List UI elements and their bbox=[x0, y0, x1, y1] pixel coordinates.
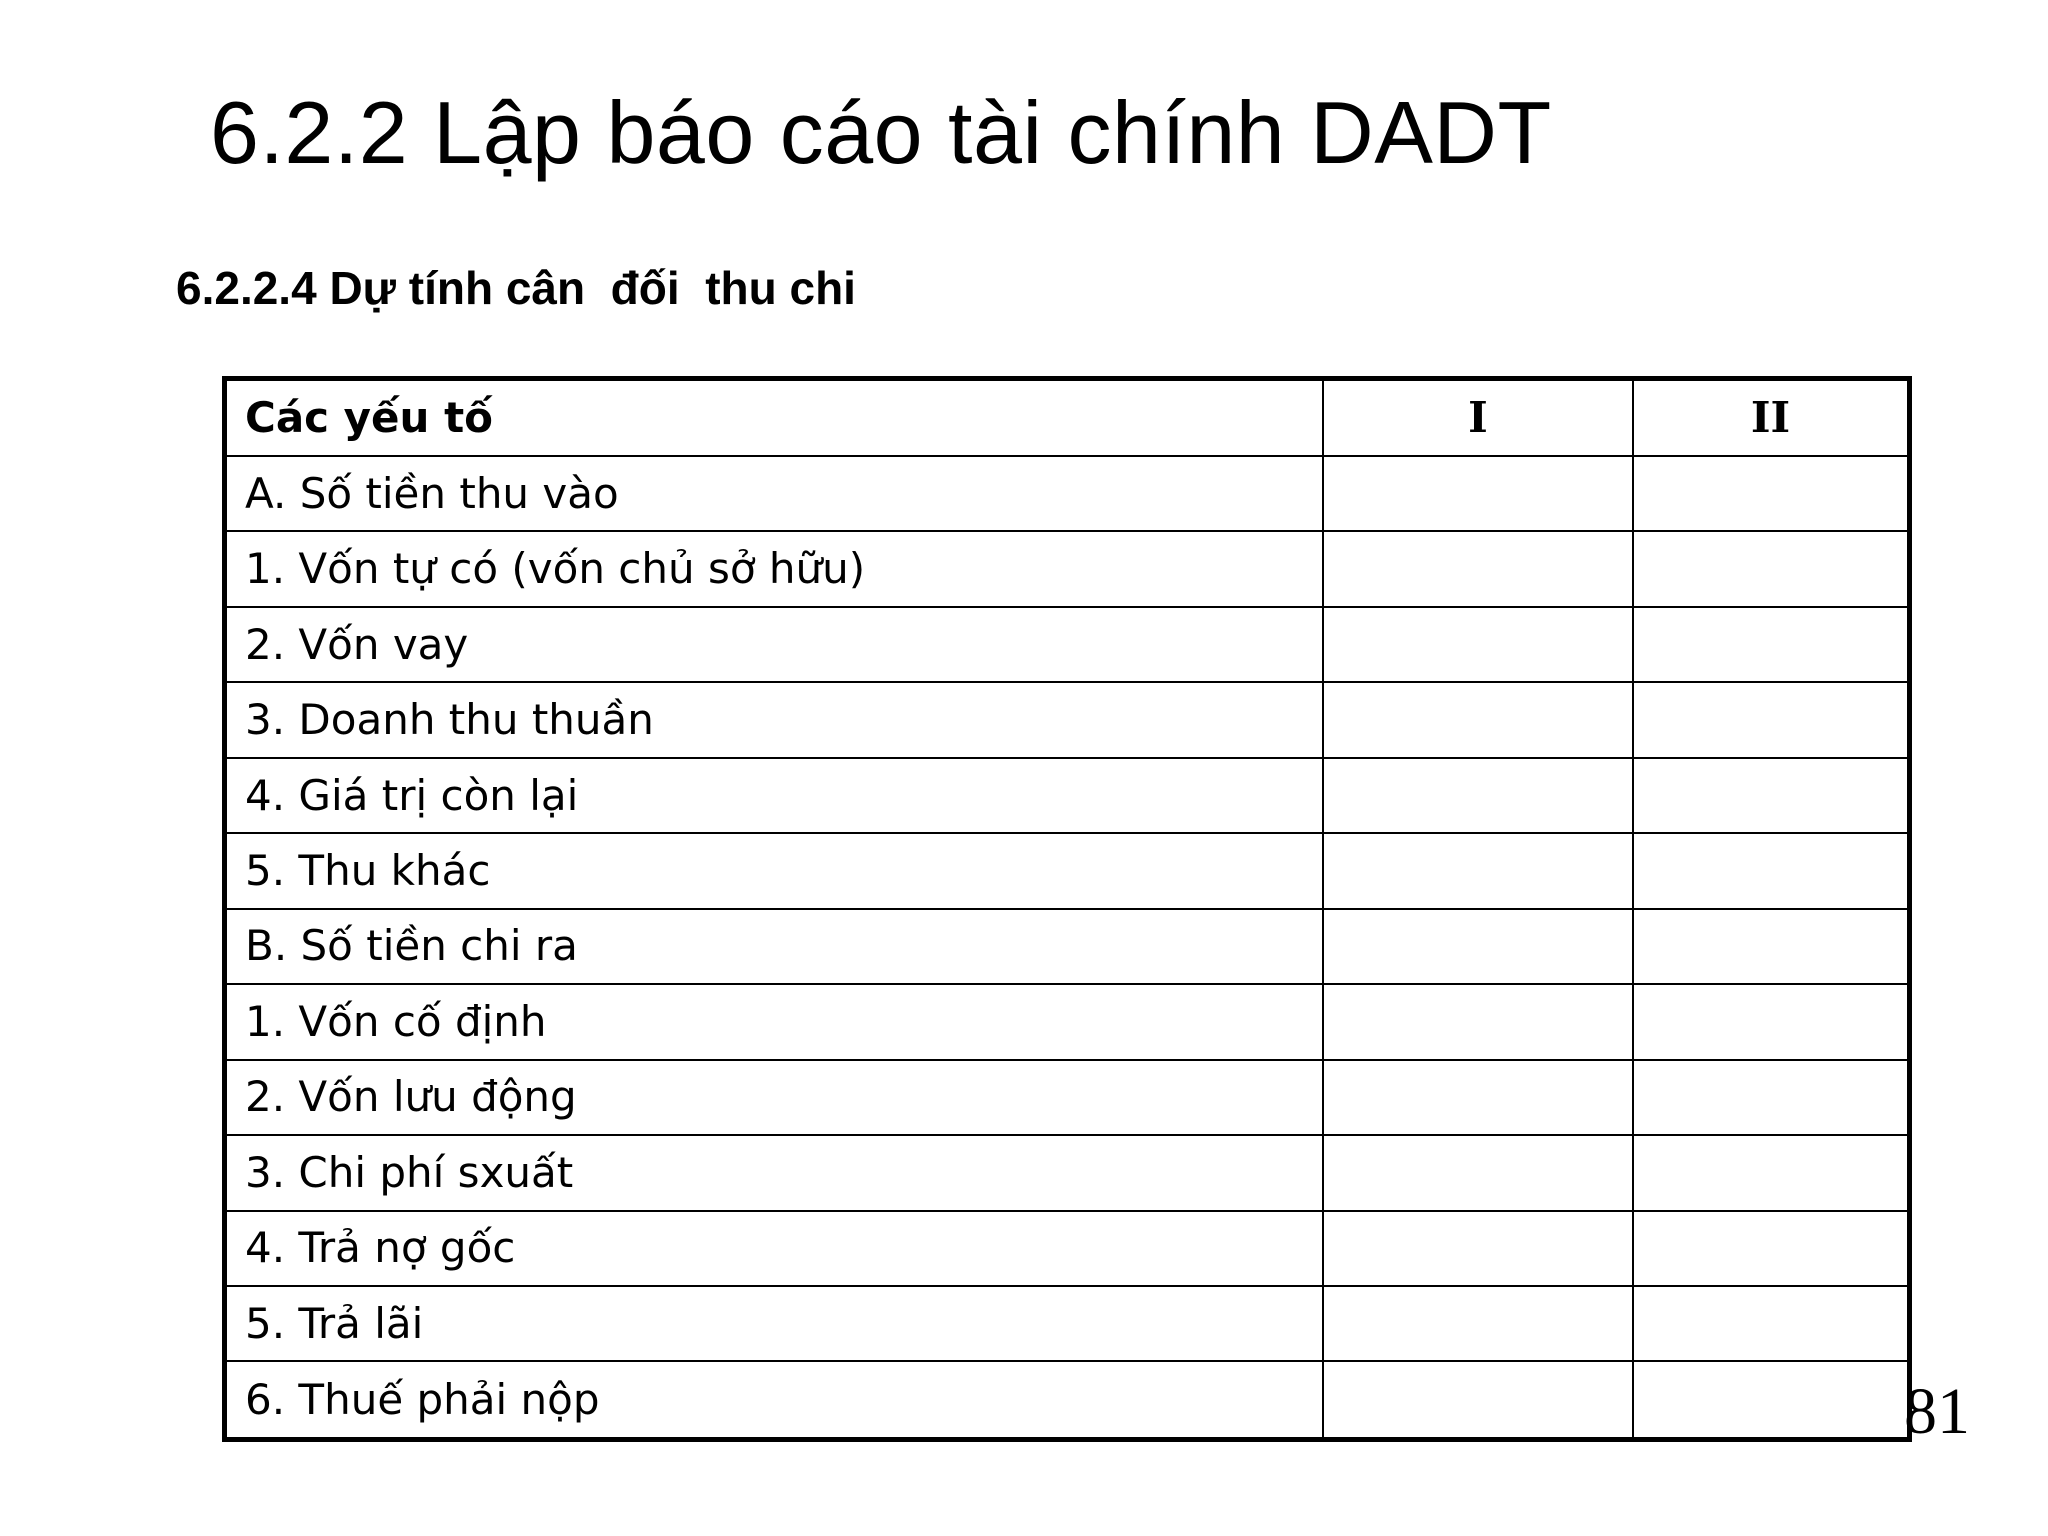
page-number: 81 bbox=[1904, 1375, 1970, 1448]
row-label: 4. Giá trị còn lại bbox=[227, 758, 1323, 833]
row-label: 2. Vốn vay bbox=[227, 607, 1323, 682]
cell-period-ii bbox=[1633, 1211, 1907, 1286]
row-label: 1. Vốn tự có (vốn chủ sở hữu) bbox=[227, 531, 1323, 606]
cell-period-ii bbox=[1633, 682, 1907, 757]
row-label: 3. Doanh thu thuần bbox=[227, 682, 1323, 757]
table-row bbox=[227, 1211, 1907, 1286]
cell-period-ii bbox=[1633, 456, 1907, 531]
row-label: 3. Chi phí sxuất bbox=[227, 1135, 1323, 1210]
row-label: A. Số tiền thu vào bbox=[227, 456, 1323, 531]
table-row bbox=[227, 1060, 1907, 1135]
section-heading: 6.2.2.4 Dự tính cân đối thu chi bbox=[176, 262, 856, 314]
table-row bbox=[227, 833, 1907, 908]
cell-period-i bbox=[1323, 1211, 1633, 1286]
row-label: B. Số tiền chi ra bbox=[227, 909, 1323, 984]
cell-period-ii bbox=[1633, 1361, 1907, 1437]
row-label: 6. Thuế phải nộp bbox=[227, 1361, 1323, 1437]
cell-period-ii bbox=[1633, 1135, 1907, 1210]
table-row bbox=[227, 607, 1907, 682]
table-header-row bbox=[227, 381, 1907, 456]
cell-period-i bbox=[1323, 1286, 1633, 1361]
cell-period-i bbox=[1323, 909, 1633, 984]
cell-period-i bbox=[1323, 682, 1633, 757]
table-row bbox=[227, 1135, 1907, 1210]
cell-period-ii bbox=[1633, 1060, 1907, 1135]
cell-period-ii bbox=[1633, 984, 1907, 1059]
row-label: 4. Trả nợ gốc bbox=[227, 1211, 1323, 1286]
cell-period-ii bbox=[1633, 833, 1907, 908]
table-row bbox=[227, 1286, 1907, 1361]
table-row bbox=[227, 682, 1907, 757]
cell-period-i bbox=[1323, 1060, 1633, 1135]
cell-period-i bbox=[1323, 607, 1633, 682]
cell-period-i bbox=[1323, 1361, 1633, 1437]
cell-period-ii bbox=[1633, 1286, 1907, 1361]
slide-title: 6.2.2 Lập báo cáo tài chính DADT bbox=[210, 83, 1552, 182]
row-label: 5. Trả lãi bbox=[227, 1286, 1323, 1361]
table-row bbox=[227, 456, 1907, 531]
table-row bbox=[227, 1361, 1907, 1437]
cell-period-i bbox=[1323, 1135, 1633, 1210]
cell-period-ii bbox=[1633, 758, 1907, 833]
table-row bbox=[227, 531, 1907, 606]
row-label: 2. Vốn lưu động bbox=[227, 1060, 1323, 1135]
row-label: 5. Thu khác bbox=[227, 833, 1323, 908]
table-row bbox=[227, 984, 1907, 1059]
row-label: 1. Vốn cố định bbox=[227, 984, 1323, 1059]
cell-period-ii bbox=[1633, 909, 1907, 984]
column-header-period-i: I bbox=[1323, 381, 1633, 456]
column-header-period-ii: II bbox=[1633, 381, 1907, 456]
column-header-factors: Các yếu tố bbox=[227, 381, 1323, 456]
cell-period-i bbox=[1323, 758, 1633, 833]
cell-period-i bbox=[1323, 984, 1633, 1059]
table-row bbox=[227, 758, 1907, 833]
balance-table-frame bbox=[222, 376, 1912, 1442]
cell-period-i bbox=[1323, 456, 1633, 531]
balance-table bbox=[227, 381, 1907, 1437]
cell-period-ii bbox=[1633, 531, 1907, 606]
cell-period-i bbox=[1323, 833, 1633, 908]
table-row bbox=[227, 909, 1907, 984]
cell-period-i bbox=[1323, 531, 1633, 606]
cell-period-ii bbox=[1633, 607, 1907, 682]
